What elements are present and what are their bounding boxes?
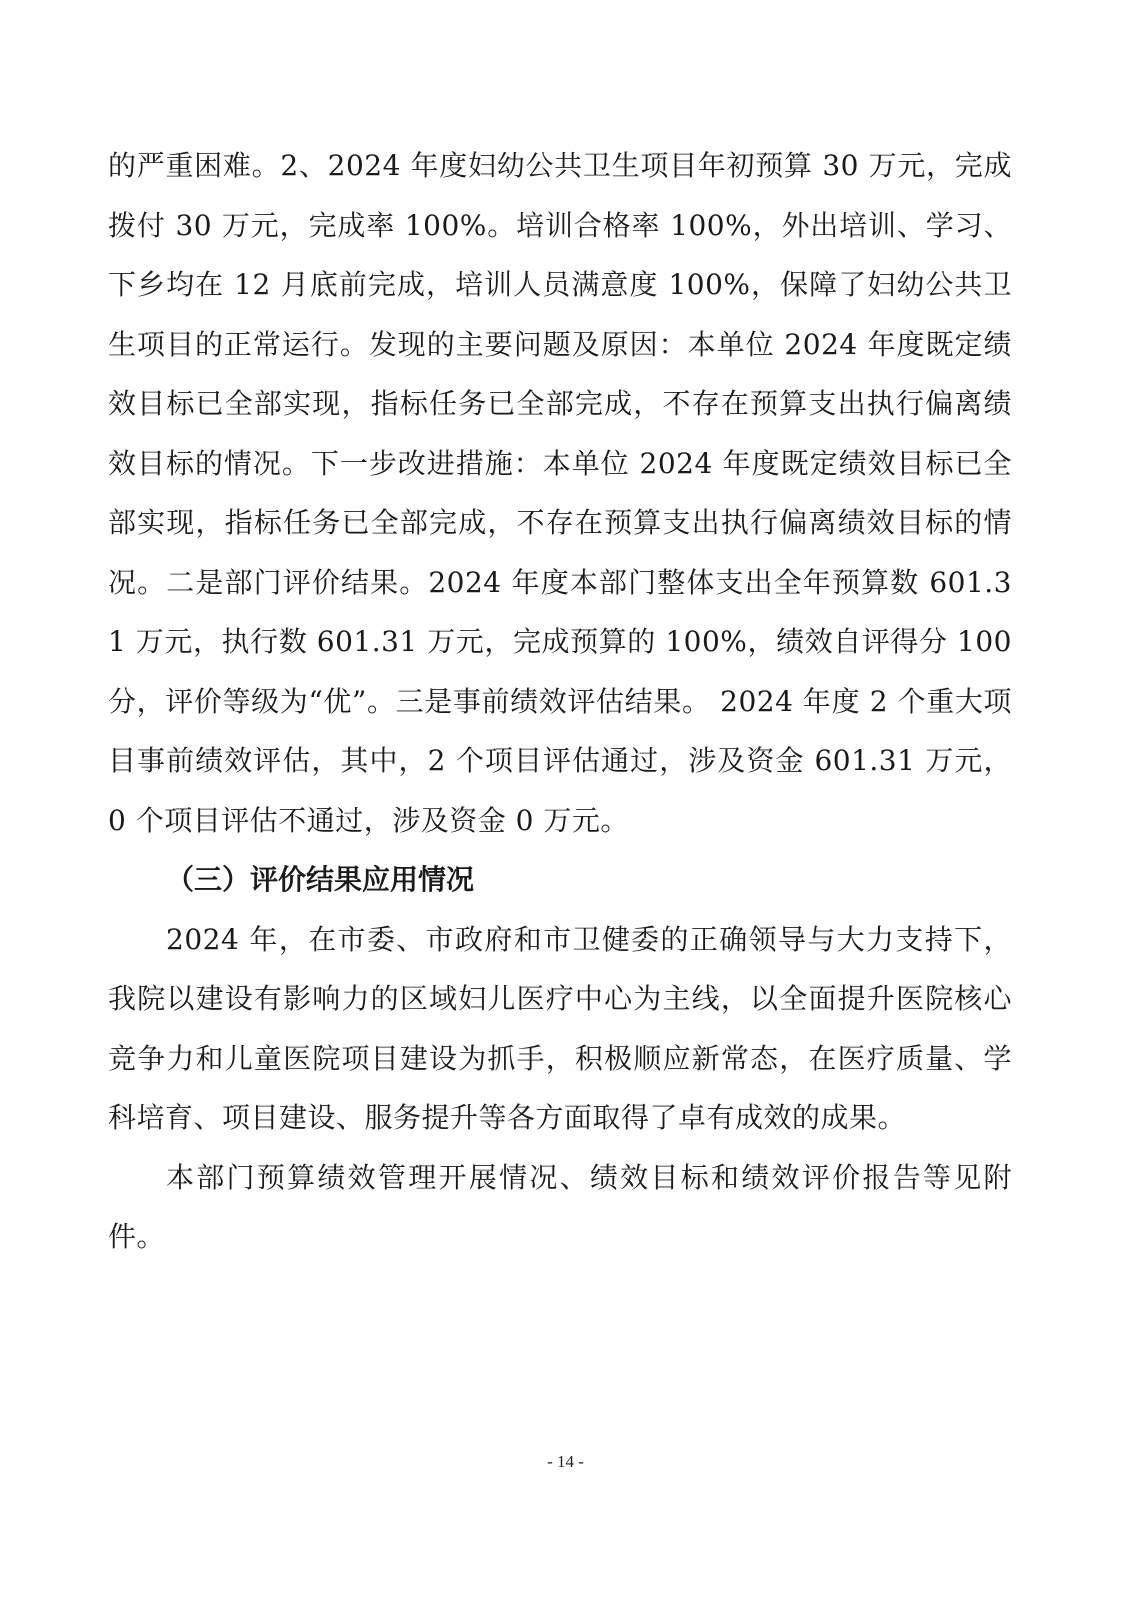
document-body bbox=[108, 136, 1012, 1267]
paragraph-attachment-note: 本部门预算绩效管理开展情况、绩效目标和绩效评价报告等见附件。 bbox=[108, 1160, 1012, 1253]
paragraph-results-application: 2024 年，在市委、市政府和市卫健委的正确领导与大力支持下，我院以建设有影响力的区域妇儿医疗中心为主线，以全面提升医院核心竞争力和儿童医院项目建设为抓手，积极顺应新常态，在医疗质量、学科培育、项目建设、服务提升等各方面取得了卓有成效的成果。 bbox=[108, 922, 1012, 1134]
paragraph-performance-results: 的严重困难。2、2024 年度妇幼公共卫生项目年初预算 30 万元，完成拨付 30 万元，完成率 100%。培训合格率 100%，外出培训、学习、下乡均在 12 月底前完成，培训人员满意度 100%，保障了妇幼公共卫生项目的正常运行。发现的主要问题及原因：本单位 2024 年度既定绩效目标已全部实现，指标任务已全部完成，不存在预算支出执行偏离绩效目标的情况。下一步改进措施：本单位 2024 年度既定绩效目标已全部实现，指标任务已全部完成，不存在预算支出执行偏离绩效目标的情况。二是部门评价结果。2024 年度本部门整体支出全年预算数 601.31 万元，执行数 601.31 万元，完成预算的 100%，绩效自评得分 100 分，评价等级为“优”。三是事前绩效评估结果。 2024 年度 2 个重大项目事前绩效评估，其中，2 个项目评估通过，涉及资金 601.31 万元，0 个项目评估不通过，涉及资金 0 万元。 bbox=[108, 149, 1012, 837]
page-number: - 14 - bbox=[547, 1452, 584, 1471]
section-heading: （三）评价结果应用情况 bbox=[166, 863, 475, 896]
